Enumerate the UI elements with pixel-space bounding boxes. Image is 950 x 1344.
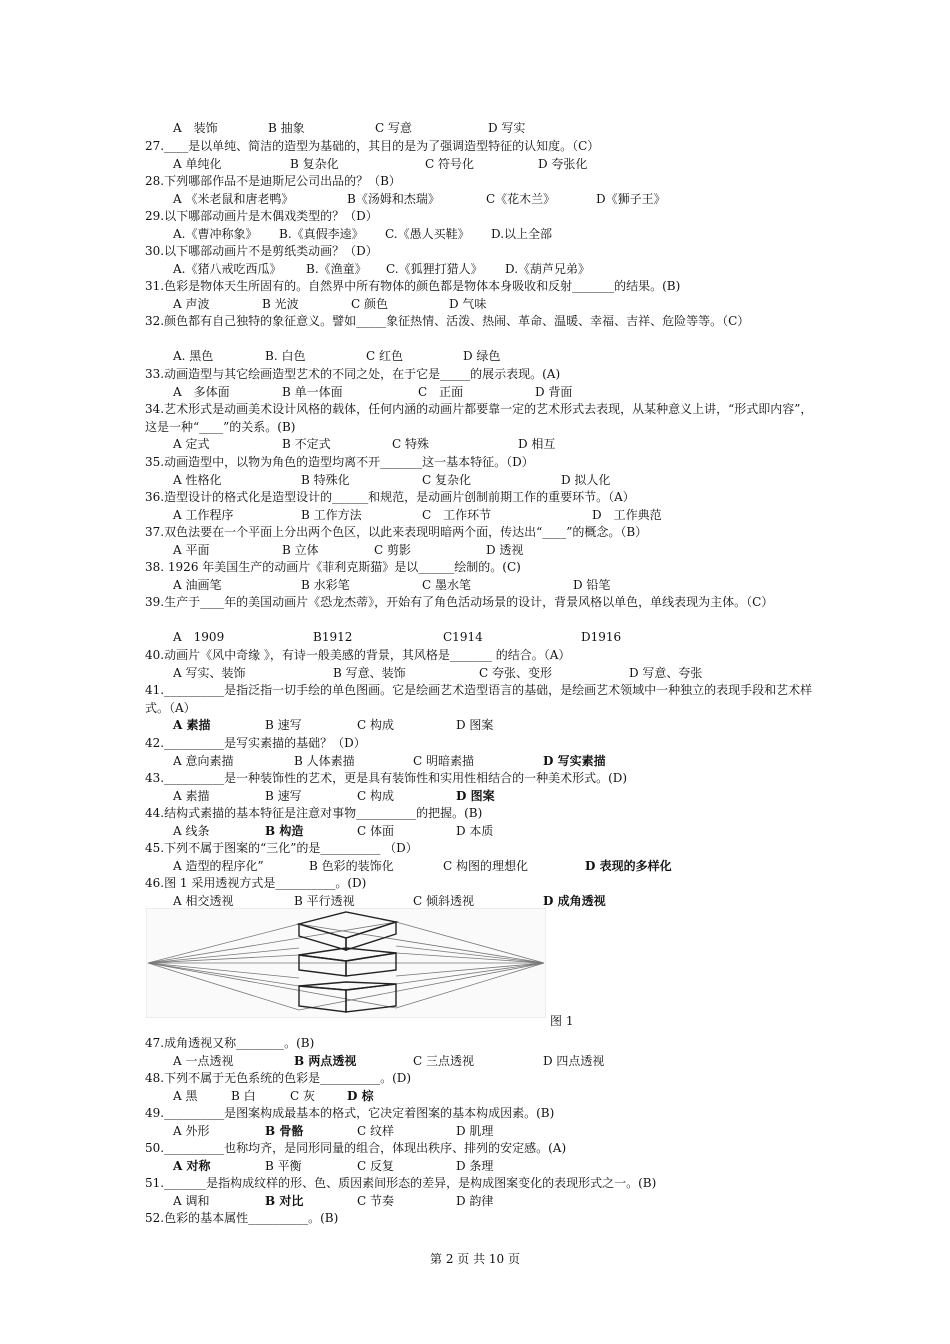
answer-option: B 白 — [231, 1088, 256, 1103]
question-36 — [145, 489, 815, 507]
answer-option: C 构图的理想化 — [443, 858, 528, 873]
answer-option: B 特殊化 — [301, 472, 350, 487]
answer-option: A.《曹冲称象》 — [173, 226, 258, 241]
question-text: 颜色都有自己独特的象征意义。譬如_____象征热情、活泼、热闹、革命、温暖、幸福、吉祥、危险等等。（C） — [164, 314, 750, 328]
answer-options — [173, 296, 813, 314]
answer-option: C 夸张、变形 — [479, 665, 552, 680]
question-text: 双色法要在一个平面上分出两个色区，以此来表现明暗两个面，传达出“____”的概念。（B） — [164, 525, 648, 539]
answer-option: A 多体面 — [173, 384, 230, 399]
question-text: __________是指泛指一切手绘的单色图画。它是绘画艺术造型语言的基础，是绘画艺术领域中一种独立的表现手段和艺术样式。（A） — [145, 683, 813, 715]
question-34 — [145, 401, 815, 436]
question-number: 31. — [145, 279, 165, 293]
answer-option: D 透视 — [486, 542, 524, 557]
question-number: 51. — [145, 1176, 165, 1190]
question-text: 色彩的基本属性__________。(B) — [164, 1211, 339, 1225]
answer-option: A 相交透视 — [173, 893, 234, 908]
question-number: 40. — [145, 648, 165, 662]
answer-option: D 表现的多样化 — [585, 858, 672, 873]
question-52 — [145, 1210, 815, 1228]
question-text: 下列哪部作品不是迪斯尼公司出品的？（B） — [164, 174, 401, 188]
answer-options — [173, 858, 813, 876]
answer-option: D 写实 — [488, 121, 526, 135]
answer-option: B 工作方法 — [301, 507, 362, 522]
answer-option: D 写意、夸张 — [629, 665, 703, 680]
answer-option: D 棕 — [347, 1088, 374, 1103]
answer-option: A 一点透视 — [173, 1053, 234, 1068]
question-text: 动画造型中，以物为角色的造型均离不开_______这一基本特征。（D） — [164, 455, 534, 469]
question-27 — [145, 138, 815, 156]
answer-option: A 调和 — [173, 1193, 210, 1208]
answer-options — [173, 507, 813, 525]
answer-option: D《狮子王》 — [596, 191, 666, 206]
question-number: 43. — [145, 771, 165, 785]
answer-option: C 颜色 — [351, 296, 388, 311]
question-28 — [145, 173, 815, 191]
answer-option: B 速写 — [265, 718, 302, 732]
answer-options — [173, 472, 813, 490]
question-number: 30. — [145, 244, 165, 258]
figure-caption: 图 1 — [550, 1014, 574, 1028]
answer-option: D 四点透视 — [543, 1053, 605, 1068]
question-text: 下列不属于图案的“三化”的是__________ （D） — [164, 841, 418, 855]
answer-option: C 墨水笔 — [422, 577, 471, 592]
answer-option: C1914 — [443, 630, 483, 644]
question-number: 46. — [145, 876, 165, 890]
answer-options — [173, 753, 813, 771]
answer-option: C 写意 — [375, 121, 412, 135]
answer-option: B 构造 — [265, 823, 304, 838]
question-number: 38. — [145, 560, 165, 574]
question-number: 32. — [145, 314, 165, 328]
answer-option: B 抽象 — [268, 121, 305, 135]
question-39 — [145, 594, 815, 612]
question-44 — [145, 805, 815, 823]
answer-options — [173, 1158, 813, 1176]
question-41 — [145, 682, 815, 717]
answer-options — [173, 261, 813, 279]
answer-options — [173, 823, 813, 841]
answer-option: B 人体素描 — [294, 753, 355, 768]
answer-option: D 气味 — [449, 296, 487, 311]
answer-option: B 写意、装饰 — [333, 665, 406, 680]
answer-option: B 光波 — [262, 296, 299, 311]
question-48 — [145, 1070, 815, 1088]
question-number: 35. — [145, 455, 165, 469]
perspective-figure-1 — [146, 908, 546, 1018]
question-32 — [145, 313, 815, 331]
answer-option: C 复杂化 — [422, 472, 471, 487]
answer-option: D.以上全部 — [491, 226, 553, 241]
question-text: ____是以单纯、简洁的造型为基础的，其目的是为了强调造型特征的认知度。（C） — [164, 139, 600, 153]
question-text: 艺术形式是动画美术设计风格的载体，任何内涵的动画片都要靠一定的艺术形式去表现，从某种意义上讲，“形式即内容”，这是一种“____”的关系。(B) — [145, 402, 813, 434]
answer-option: D 背面 — [535, 384, 573, 399]
question-30 — [145, 243, 815, 261]
answer-option: A 定式 — [173, 437, 210, 451]
question-47 — [145, 1035, 815, 1053]
question-35 — [145, 454, 815, 472]
answer-options — [173, 788, 813, 806]
answer-option: C《花木兰》 — [486, 191, 556, 206]
answer-option: B. 白色 — [265, 349, 306, 363]
answer-option: D.《葫芦兄弟》 — [505, 261, 591, 276]
answer-option: A 性格化 — [173, 472, 222, 487]
answer-option: D 夸张化 — [538, 156, 588, 171]
question-text: 结构式素描的基本特征是注意对事物__________的把握。(B) — [164, 806, 483, 820]
question-number: 28. — [145, 174, 165, 188]
question-text: 1926 年美国生产的动画片《菲利克斯猫》是以______绘制的。(C) — [164, 560, 521, 574]
answer-option: D 拟人化 — [561, 472, 611, 487]
question-42 — [145, 735, 815, 753]
question-number: 33. — [145, 367, 165, 381]
answer-option: C 反复 — [357, 1158, 394, 1173]
answer-options — [173, 1088, 813, 1106]
answer-option: D 韵律 — [456, 1193, 494, 1208]
question-text: _______是指构成纹样的形、色、质因素间形态的差异，是构成图案变化的表现形式之一。(B) — [164, 1176, 657, 1190]
answer-option: A 装饰 — [173, 121, 218, 135]
question-number: 52. — [145, 1211, 165, 1225]
answer-options — [173, 156, 813, 174]
answer-option: D 工作典范 — [592, 507, 662, 522]
question-text: __________也称均齐，是同形同量的组合，体现出秩序、排列的安定感。(A) — [164, 1141, 567, 1155]
answer-option: C 构成 — [357, 718, 394, 732]
answer-option: D 相互 — [518, 437, 556, 451]
answer-option: B 色彩的装饰化 — [309, 858, 394, 873]
answer-option: A 声波 — [173, 296, 210, 311]
answer-option: C 正面 — [418, 384, 464, 399]
answer-option: A 对称 — [173, 1158, 211, 1173]
question-text: 色彩是物体天生所固有的。自然界中所有物体的颜色都是物体本身吸收和反射_______的结果。(B) — [164, 279, 681, 293]
question-45 — [145, 840, 815, 858]
answer-option: B.《渔童》 — [306, 261, 367, 276]
answer-option: B《汤姆和杰瑞》 — [347, 191, 440, 206]
answer-option: C.《狐狸打猎人》 — [386, 261, 483, 276]
question-50 — [145, 1140, 815, 1158]
answer-option: C 构成 — [357, 788, 394, 803]
answer-option: A 黑 — [173, 1088, 198, 1103]
answer-options — [173, 1193, 813, 1211]
question-number: 42. — [145, 736, 165, 750]
question-text: 动画造型与其它绘画造型艺术的不同之处，在于它是_____的展示表现。(A) — [164, 367, 561, 381]
answer-options — [173, 191, 813, 209]
question-number: 36. — [145, 490, 165, 504]
answer-option: D 肌理 — [456, 1123, 494, 1138]
question-number: 41. — [145, 683, 165, 697]
answer-options — [173, 1123, 813, 1141]
question-37 — [145, 524, 815, 542]
question-number: 37. — [145, 525, 165, 539]
answer-option: B1912 — [313, 630, 353, 644]
question-number: 49. — [145, 1106, 165, 1120]
question-number: 45. — [145, 841, 165, 855]
answer-options — [173, 436, 813, 454]
answer-option: D1916 — [581, 630, 622, 644]
answer-options — [173, 542, 813, 560]
answer-option: A 造型的程序化” — [173, 858, 264, 873]
question-number: 27. — [145, 139, 165, 153]
answer-option: A 工作程序 — [173, 507, 234, 522]
answer-options — [173, 226, 813, 244]
answer-options — [173, 577, 813, 595]
answer-option: A 1909 — [173, 630, 225, 644]
question-number: 47. — [145, 1036, 165, 1050]
answer-option: B 立体 — [282, 542, 319, 557]
question-29 — [145, 208, 815, 226]
question-number: 34. — [145, 402, 165, 416]
question-text: 以下哪部动画片不是剪纸类动画？（D） — [164, 244, 378, 258]
answer-option: C 三点透视 — [413, 1053, 474, 1068]
answer-option: B 速写 — [265, 788, 302, 803]
question-46 — [145, 875, 815, 893]
question-text: 生产于____年的美国动画片《恐龙杰蒂》，开始有了角色活动场景的设计，背景风格以单色，单线表现为主体。（C） — [164, 595, 774, 609]
answer-option: B.《真假李逵》 — [279, 226, 364, 241]
answer-option: C 明暗素描 — [413, 753, 474, 768]
answer-options — [173, 717, 813, 735]
answer-option: B 不定式 — [282, 437, 331, 451]
question-text: 动画片《风中奇缘 》，有诗一般美感的背景，其风格是_______ 的结合。（A） — [164, 648, 571, 662]
answer-option: C 节奏 — [357, 1193, 394, 1208]
answer-option: A. 黑色 — [173, 349, 214, 363]
answer-options — [173, 384, 813, 402]
answer-option: C 灰 — [290, 1088, 315, 1103]
question-31 — [145, 278, 815, 296]
question-number: 39. — [145, 595, 165, 609]
question-38 — [145, 559, 815, 577]
answer-option: D 铅笔 — [573, 577, 611, 592]
question-49 — [145, 1105, 815, 1123]
question-number: 50. — [145, 1141, 165, 1155]
answer-option: C 符号化 — [425, 156, 474, 171]
question-number: 29. — [145, 209, 165, 223]
answer-option: B 对比 — [265, 1193, 304, 1208]
answer-option: A 素描 — [173, 718, 211, 732]
page-footer: 第 2 页 共 10 页 — [430, 1252, 520, 1266]
answer-option: A 外形 — [173, 1123, 210, 1138]
answer-option: A 意向素描 — [173, 753, 234, 768]
answer-option: D 绿色 — [463, 349, 501, 363]
answer-option: B 单一体面 — [282, 384, 343, 399]
answer-option: D 图案 — [456, 788, 495, 803]
answer-options — [173, 120, 813, 138]
answer-options — [173, 1053, 813, 1071]
answer-option: A 平面 — [173, 542, 210, 557]
answer-option: C 倾斜透视 — [413, 893, 474, 908]
answer-options — [173, 665, 813, 683]
answer-option: B 两点透视 — [294, 1053, 357, 1068]
question-40 — [145, 647, 815, 665]
answer-option: C 工作环节 — [422, 507, 492, 522]
answer-option: D 图案 — [456, 718, 494, 732]
answer-option: D 写实素描 — [543, 753, 606, 768]
answer-option: C 纹样 — [357, 1123, 394, 1138]
question-text: 成角透视又称________。(B) — [164, 1036, 315, 1050]
answer-option: C 特殊 — [392, 437, 429, 451]
answer-option: D 条理 — [456, 1158, 494, 1173]
answer-option: C 红色 — [366, 349, 403, 363]
answer-option: D 本质 — [456, 823, 494, 838]
question-text: 图 1 采用透视方式是__________。(D) — [164, 876, 367, 890]
question-text: 下列不属于无色系统的色彩是__________。(D) — [164, 1071, 412, 1085]
answer-option: A 单纯化 — [173, 156, 222, 171]
answer-option: D 成角透视 — [543, 893, 606, 908]
answer-option: C 体面 — [357, 823, 394, 838]
answer-option: C 剪影 — [374, 542, 411, 557]
answer-options — [173, 629, 813, 647]
answer-option: B 水彩笔 — [301, 577, 350, 592]
answer-option: A 线条 — [173, 823, 210, 838]
question-text: 造型设计的格式化是造型设计的______和规范，是动画片创制前期工作的重要环节。（A） — [164, 490, 635, 504]
answer-option: B 平衡 — [265, 1158, 302, 1173]
answer-option: A.《猪八戒吃西瓜》 — [173, 261, 282, 276]
question-33 — [145, 366, 815, 384]
answer-options — [173, 348, 813, 366]
answer-option: A 素描 — [173, 788, 210, 803]
answer-option: B 复杂化 — [290, 156, 339, 171]
answer-option: A 写实、装饰 — [173, 665, 246, 680]
answer-option: B 骨骼 — [265, 1123, 304, 1138]
answer-option: B 平行透视 — [294, 893, 355, 908]
question-text: __________是一种装饰性的艺术，更是具有装饰性和实用性相结合的一种美术形式。(D) — [164, 771, 628, 785]
answer-option: C.《愚人买鞋》 — [385, 226, 470, 241]
question-51 — [145, 1175, 815, 1193]
question-text: __________是图案构成最基本的格式，它决定着图案的基本构成因素。(B) — [164, 1106, 555, 1120]
answer-option: A 油画笔 — [173, 577, 222, 592]
question-text: __________是写实素描的基础？（D） — [164, 736, 366, 750]
question-number: 44. — [145, 806, 165, 820]
question-number: 48. — [145, 1071, 165, 1085]
question-text: 以下哪部动画片是木偶戏类型的？（D） — [164, 209, 378, 223]
answer-option: A 《米老鼠和唐老鸭》 — [173, 191, 294, 206]
question-43 — [145, 770, 815, 788]
